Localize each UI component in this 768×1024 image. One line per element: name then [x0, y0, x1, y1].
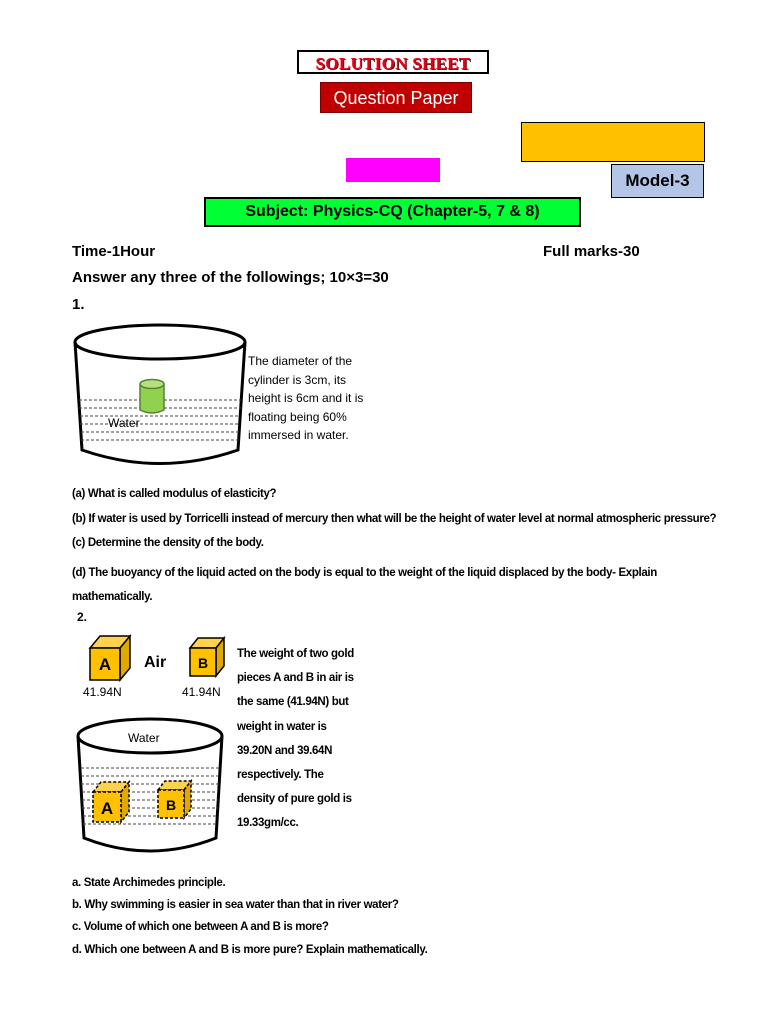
question-2-description: The weight of two gold pieces A and B in air is the same (41.94N) but weight in water is 39.20N and 39.64N respectively. The density of pure gold is 19.33gm/cc.	[237, 648, 354, 830]
question-1-part-b: (b) If water is used by Torricelli instead of mercury then what will be the height of water level at normal atmospheric pressure?	[72, 513, 717, 525]
exam-time: Time-1Hour	[72, 243, 156, 260]
question-1-number: 1.	[72, 296, 85, 313]
svg-text:A: A	[98, 655, 112, 674]
model-label: Model-3	[611, 164, 704, 198]
solution-sheet-title: SOLUTION SHEET	[297, 50, 489, 74]
question-1-figure	[70, 322, 250, 482]
subject-title: Subject: Physics-CQ (Chapter-5, 7 & 8)	[204, 197, 581, 227]
question-1-part-c: (c) Determine the density of the body.	[72, 537, 264, 549]
cube-b-submerged-icon	[158, 781, 191, 818]
air-label: Air	[144, 654, 167, 671]
orange-highlight-box	[521, 122, 705, 162]
question-1-part-d: (d) The buoyancy of the liquid acted on the body is equal to the weight of the liquid displaced by the body- Explain mathematically.	[72, 567, 657, 603]
cube-a-submerged-icon	[93, 782, 129, 822]
cube-a-icon	[90, 636, 130, 680]
full-marks: Full marks-30	[543, 243, 640, 260]
weight-b-label: 41.94N	[182, 685, 221, 699]
question-2-part-a: a. State Archimedes principle.	[72, 877, 226, 889]
question-2-part-c: c. Volume of which one between A and B is more?	[72, 921, 329, 933]
question-1-description: The diameter of the cylinder is 3cm, its height is 6cm and it is floating being 60% immersed in water.	[248, 354, 364, 442]
svg-text:B: B	[197, 655, 209, 671]
cube-b-icon	[190, 638, 224, 676]
question-2-number: 2.	[77, 610, 88, 624]
question-2-figure	[70, 628, 240, 858]
instruction-line: Answer any three of the followings; 10×3=30	[72, 269, 389, 286]
question-paper-label: Question Paper	[320, 82, 472, 113]
water-label: Water	[108, 416, 140, 430]
magenta-highlight-box	[346, 158, 440, 182]
question-2-part-d: d. Which one between A and B is more pure? Explain mathematically.	[72, 944, 428, 956]
question-2-part-b: b. Why swimming is easier in sea water than that in river water?	[72, 899, 399, 911]
water-label: Water	[128, 731, 160, 745]
floating-cylinder-icon	[140, 380, 164, 414]
svg-text:A: A	[100, 799, 114, 818]
weight-a-label: 41.94N	[83, 685, 122, 699]
question-1-part-a: (a) What is called modulus of elasticity?	[72, 488, 277, 500]
svg-text:B: B	[165, 797, 177, 813]
